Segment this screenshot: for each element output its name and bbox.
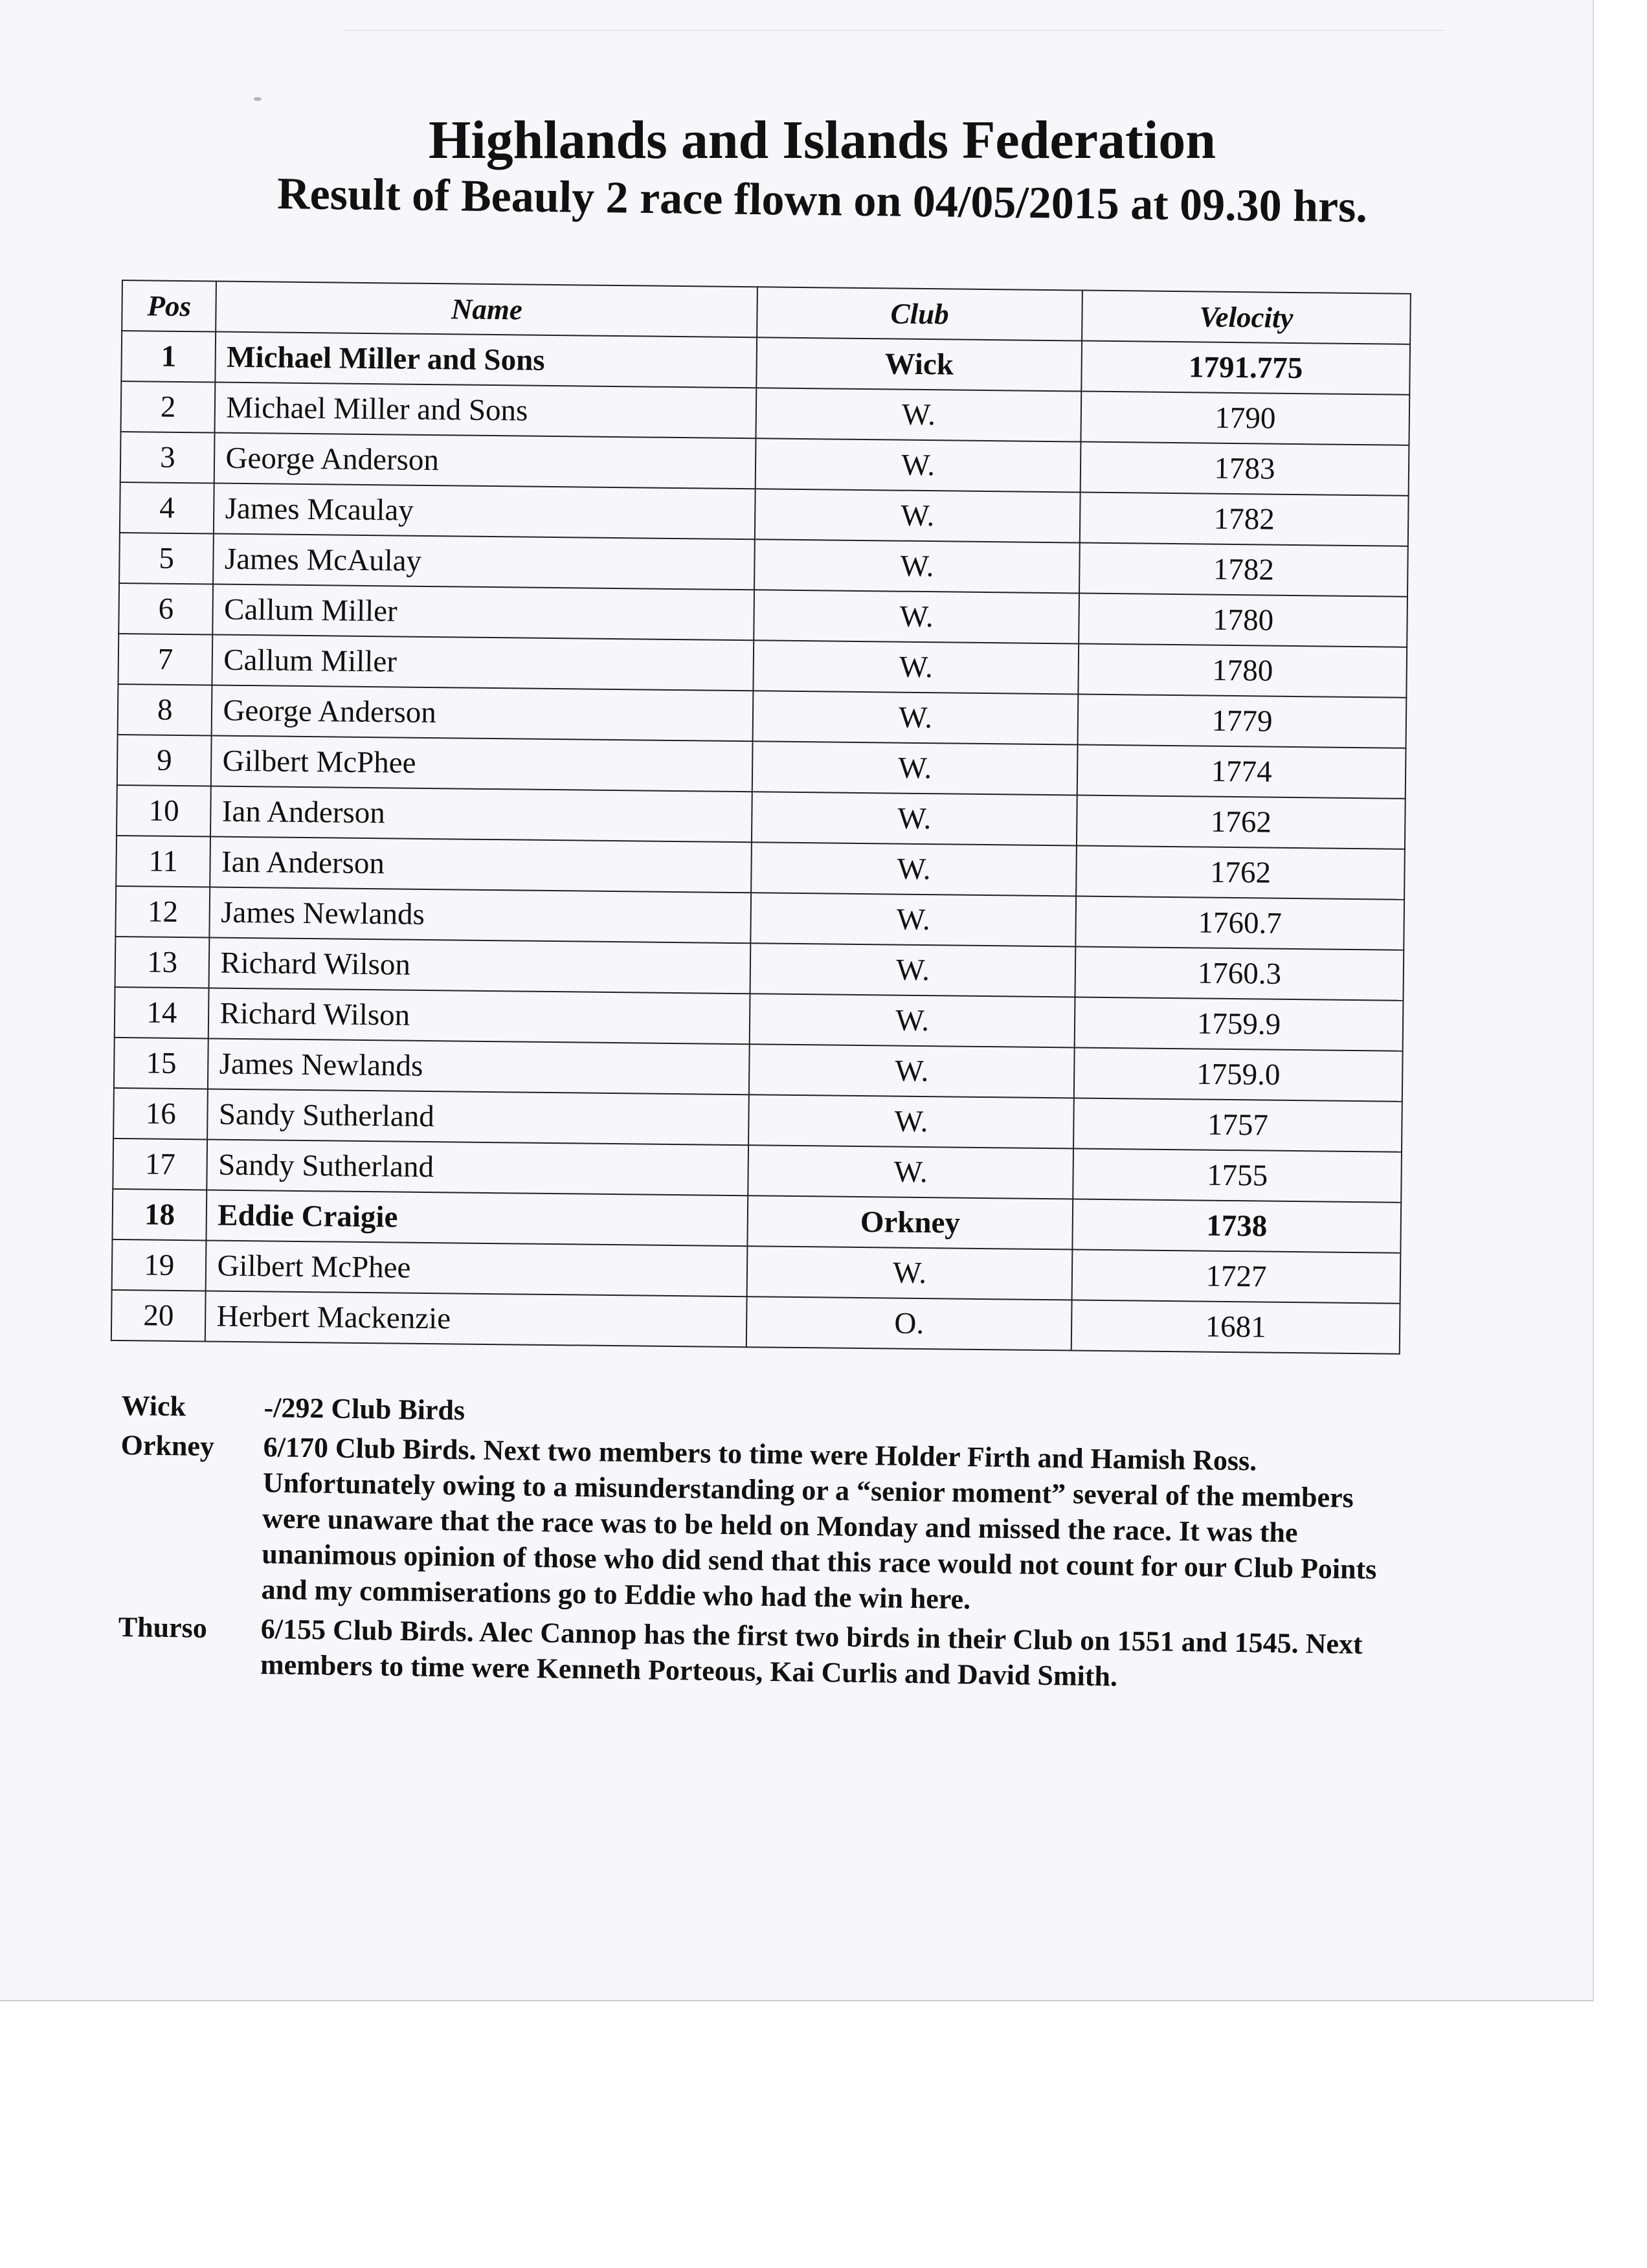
note-text: 6/155 Club Birds. Alec Cannop has the first two birds in their Club on 1551 and 1545. Next members to time were Kenneth Porteous, Kai Curlis and David Smith. (260, 1613, 1363, 1693)
cell-velocity: 1782 (1080, 493, 1409, 546)
club-note (118, 1609, 1387, 1698)
cell-pos: 3 (120, 432, 215, 484)
cell-club: W. (750, 994, 1075, 1047)
document-title: Highlands and Islands Federation (428, 110, 1216, 170)
cell-club: W. (753, 691, 1079, 744)
cell-pos: 4 (120, 482, 214, 534)
note-club-name: Orkney (120, 1429, 215, 1463)
note-club-name: Wick (121, 1389, 186, 1423)
cell-velocity: 1783 (1081, 442, 1409, 496)
cell-velocity: 1780 (1079, 594, 1407, 647)
cell-name: James Mcaulay (214, 484, 755, 540)
cell-pos: 14 (115, 987, 209, 1039)
cell-velocity: 1755 (1073, 1148, 1402, 1202)
cell-name: Ian Anderson (210, 836, 752, 893)
cell-velocity: 1774 (1077, 745, 1406, 799)
results-table (111, 280, 1411, 1355)
cell-pos: 12 (115, 886, 210, 938)
cell-velocity: 1760.3 (1075, 946, 1404, 1000)
cell-velocity: 1759.9 (1075, 997, 1404, 1051)
cell-name: Richard Wilson (208, 988, 750, 1044)
cell-club: W. (747, 1246, 1073, 1300)
header-pos: Pos (122, 280, 216, 332)
cell-velocity: 1779 (1078, 695, 1407, 748)
cell-pos: 10 (117, 785, 211, 837)
note-text: -/292 Club Birds (263, 1392, 465, 1427)
cell-name: James Newlands (210, 887, 751, 943)
cell-velocity: 1738 (1072, 1199, 1401, 1252)
cell-club: W. (756, 438, 1081, 492)
cell-pos: 2 (121, 381, 216, 433)
cell-pos: 17 (113, 1139, 207, 1190)
cell-name: Gilbert McPhee (206, 1240, 747, 1296)
cell-club: W. (748, 1095, 1074, 1148)
cell-pos: 6 (118, 583, 213, 635)
cell-club: W. (754, 590, 1079, 643)
cell-club: W. (752, 741, 1078, 795)
cell-name: Michael Miller and Sons (215, 383, 756, 439)
cell-pos: 8 (118, 684, 212, 736)
cell-name: Callum Miller (212, 635, 754, 691)
cell-name: Ian Anderson (210, 786, 752, 842)
cell-velocity: 1791.775 (1081, 341, 1410, 395)
cell-club: W. (750, 893, 1076, 946)
cell-name: Sandy Sutherland (208, 1089, 749, 1145)
header-name: Name (216, 282, 757, 338)
cell-club: W. (756, 388, 1082, 441)
note-text: 6/170 Club Birds. Next two members to time were Holder Firth and Hamish Ross. Unfortunately owing to a misunderstanding or a “senior moment” several of the members were unaware that the race was to be held on Monday and missed the race. It was the unanimous opinion of those who did send that this race would not count for our Club Points and my commiserations go to Eddie who had the win here. (261, 1431, 1377, 1616)
cell-pos: 19 (112, 1240, 207, 1291)
cell-velocity: 1762 (1077, 795, 1406, 849)
header-velocity: Velocity (1082, 291, 1411, 344)
cell-club: Wick (756, 337, 1082, 391)
cell-pos: 5 (119, 533, 214, 584)
cell-name: James Newlands (208, 1038, 749, 1095)
cell-club: W. (754, 640, 1079, 694)
club-notes (118, 1388, 1391, 1702)
cell-club: W. (749, 1044, 1075, 1098)
cell-velocity: 1782 (1079, 543, 1408, 597)
cell-pos: 1 (121, 331, 216, 383)
cell-name: Sandy Sutherland (207, 1139, 748, 1195)
header-club: Club (757, 287, 1082, 340)
cell-velocity: 1727 (1072, 1249, 1401, 1303)
cell-pos: 18 (112, 1189, 207, 1241)
cell-pos: 9 (117, 735, 212, 786)
results-body (111, 331, 1410, 1354)
cell-pos: 15 (114, 1038, 208, 1089)
cell-pos: 13 (115, 937, 210, 988)
document-subtitle: Result of Beauly 2 race flown on 04/05/2015 at 09.30 hrs. (276, 168, 1368, 232)
cell-pos: 7 (118, 634, 212, 685)
cell-club: O. (746, 1296, 1072, 1350)
top-rule (343, 30, 1444, 31)
cell-name: George Anderson (212, 685, 753, 741)
cell-name: Callum Miller (213, 584, 754, 641)
cell-velocity: 1760.7 (1075, 896, 1404, 950)
cell-club: W. (748, 1145, 1073, 1199)
cell-pos: 20 (111, 1290, 206, 1342)
cell-club: W. (750, 943, 1076, 997)
cell-club: Orkney (748, 1195, 1073, 1249)
cell-name: George Anderson (214, 433, 756, 489)
cell-velocity: 1780 (1078, 644, 1407, 698)
cell-club: W. (752, 792, 1077, 845)
stray-mark (254, 97, 262, 101)
cell-club: W. (751, 842, 1077, 896)
cell-club: W. (755, 489, 1081, 542)
note-club-name: Thurso (118, 1610, 208, 1644)
cell-pos: 11 (116, 836, 210, 887)
cell-velocity: 1762 (1076, 845, 1405, 899)
cell-pos: 16 (113, 1088, 208, 1140)
cell-name: Eddie Craigie (207, 1190, 748, 1246)
cell-name: Herbert Mackenzie (205, 1291, 746, 1347)
cell-name: James McAulay (214, 534, 755, 590)
cell-club: W. (754, 539, 1080, 593)
cell-velocity: 1759.0 (1074, 1047, 1403, 1101)
cell-name: Richard Wilson (209, 937, 750, 994)
club-note (118, 1427, 1390, 1623)
cell-velocity: 1681 (1071, 1300, 1400, 1353)
cell-velocity: 1757 (1073, 1098, 1402, 1151)
cell-velocity: 1790 (1081, 392, 1410, 445)
cell-name: Gilbert McPhee (211, 735, 752, 792)
cell-name: Michael Miller and Sons (216, 332, 757, 388)
